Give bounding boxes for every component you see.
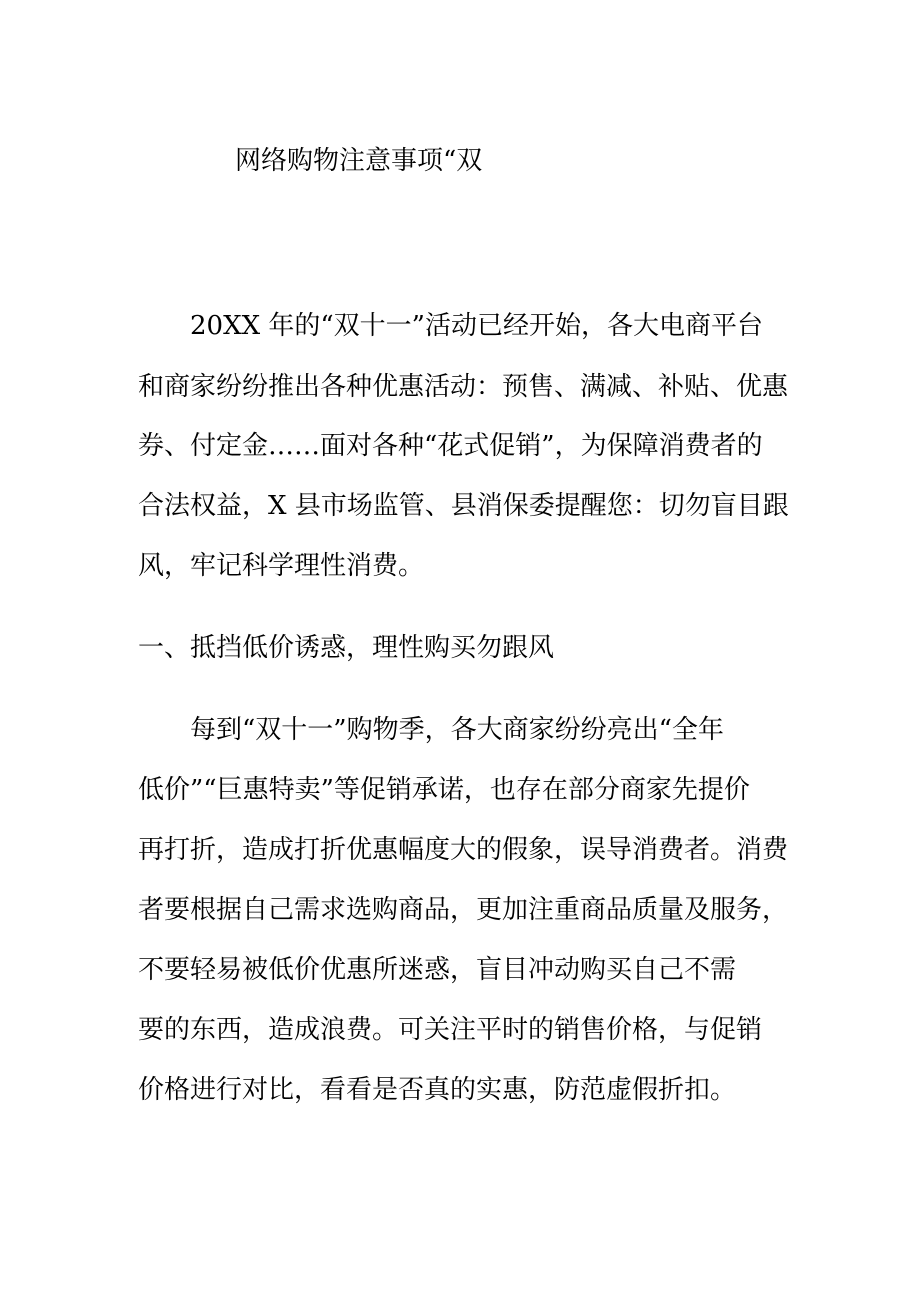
paragraph-line: 要的东西，造成浪费。可关注平时的销售价格，与促销: [138, 1015, 763, 1045]
section-heading: 一、抵挡低价诱惑，理性购买勿跟风: [138, 633, 555, 663]
paragraph-line: 和商家纷纷推出各种优惠活动：预售、满减、补贴、优惠: [138, 372, 789, 402]
paragraph-line: 者要根据自己需求选购商品，更加注重商品质量及服务，: [138, 895, 789, 925]
paragraph-line: 20XX 年的“双十一”活动已经开始，各大电商平台: [190, 311, 763, 341]
document-title: 网络购物注意事项“双: [235, 146, 483, 176]
paragraph-line: 价格进行对比，看看是否真的实惠，防范虚假折扣。: [138, 1075, 737, 1105]
paragraph-line: 券、付定金……面对各种“花式促销”，为保障消费者的: [138, 431, 763, 461]
paragraph-line: 风，牢记科学理性消费。: [138, 551, 425, 581]
paragraph-line: 再打折，造成打折优惠幅度大的假象，误导消费者。消费: [138, 835, 789, 865]
paragraph-line: 每到“双十一”购物季，各大商家纷纷亮出“全年: [190, 715, 724, 745]
paragraph-line: 合法权益，X 县市场监管、县消保委提醒您：切勿盲目跟: [138, 491, 789, 521]
paragraph-line: 低价”“巨惠特卖”等促销承诺，也存在部分商家先提价: [138, 775, 750, 805]
paragraph-line: 不要轻易被低价优惠所迷惑，盲目冲动购买自己不需: [138, 955, 737, 985]
